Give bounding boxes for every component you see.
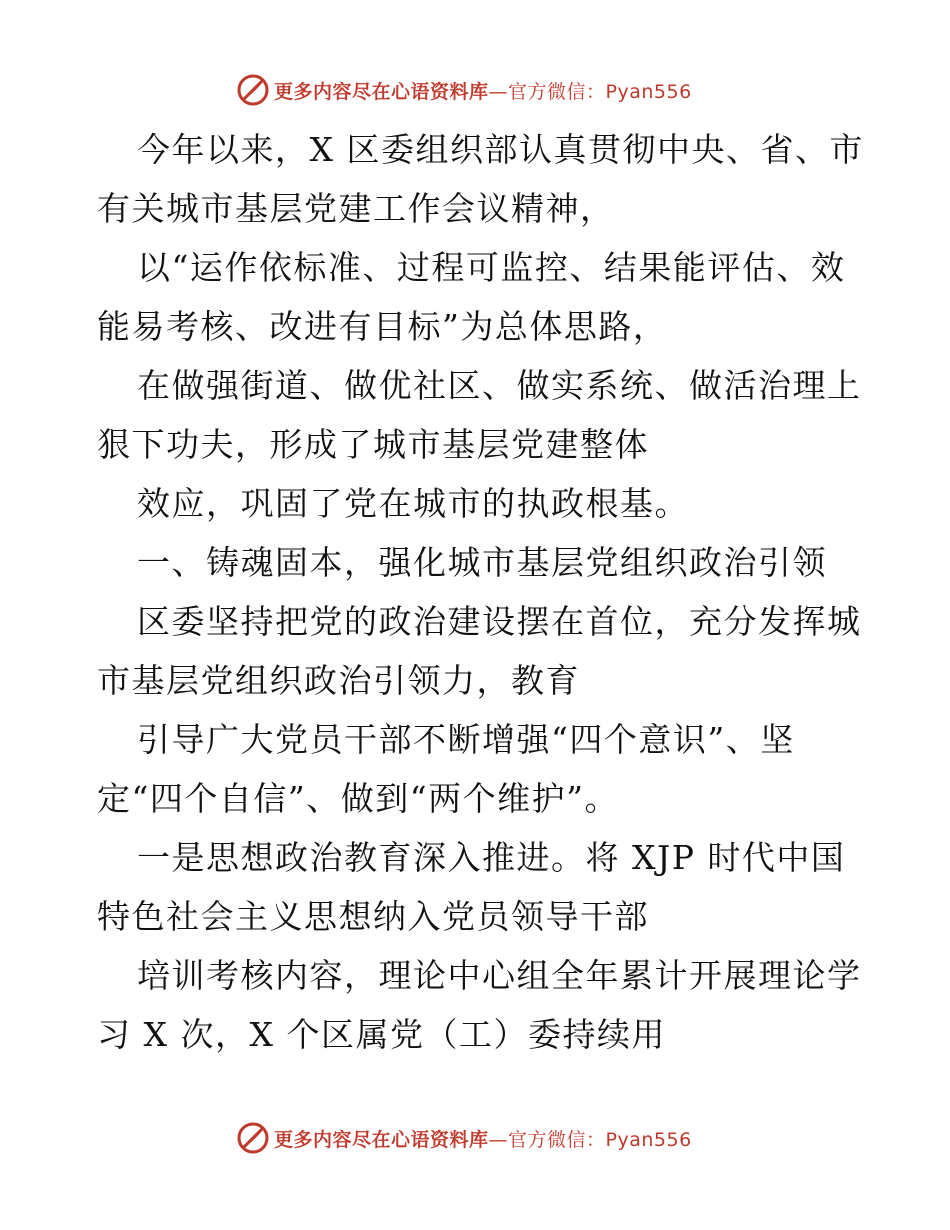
banner-contact-text: 官方微信：Pyan556	[508, 1128, 692, 1151]
body-line: 特色社会主义思想纳入党员领导干部	[97, 897, 649, 936]
body-line: 狠下功夫，形成了城市基层党建整体	[97, 425, 649, 464]
body-line: 在做强街道、做优社区、做实系统、做活治理上	[137, 366, 862, 405]
footer-watermark-banner	[236, 1121, 692, 1155]
section-heading: 一、铸魂固本，强化城市基层党组织政治引领	[137, 543, 827, 582]
body-line: 市基层党组织政治引领力，教育	[97, 661, 580, 700]
body-line: 引导广大党员干部不断增强“四个意识”、坚	[137, 720, 795, 759]
body-line: 区委坚持把党的政治建设摆在首位，充分发挥城	[137, 602, 862, 641]
body-line: 效应，巩固了党在城市的执政根基。	[137, 484, 689, 523]
header-watermark-banner	[236, 73, 692, 107]
body-line: 定“四个自信”、做到“两个维护”。	[97, 779, 619, 818]
body-line: 习 X 次，X 个区属党（工）委持续用	[97, 1015, 666, 1054]
banner-dash: —	[488, 80, 509, 103]
body-line: 有关城市基层党建工作会议精神，	[97, 189, 615, 228]
banner-dash: —	[488, 1128, 509, 1151]
quill-logo-icon	[236, 1121, 270, 1155]
body-line: 以“运作依标准、过程可监控、结果能评估、效	[137, 248, 846, 287]
quill-logo-icon	[236, 73, 270, 107]
body-line: 能易考核、改进有目标”为总体思路，	[97, 307, 668, 346]
body-line: 培训考核内容，理论中心组全年累计开展理论学	[137, 956, 862, 995]
banner-main-text: 更多内容尽在心语资料库	[274, 1128, 489, 1151]
body-line: 一是思想政治教育深入推进。将 XJP 时代中国	[137, 838, 846, 877]
body-line: 今年以来，X 区委组织部认真贯彻中央、省、市	[137, 130, 864, 169]
document-body	[97, 120, 864, 1064]
banner-main-text: 更多内容尽在心语资料库	[274, 80, 489, 103]
banner-contact-text: 官方微信：Pyan556	[508, 80, 692, 103]
